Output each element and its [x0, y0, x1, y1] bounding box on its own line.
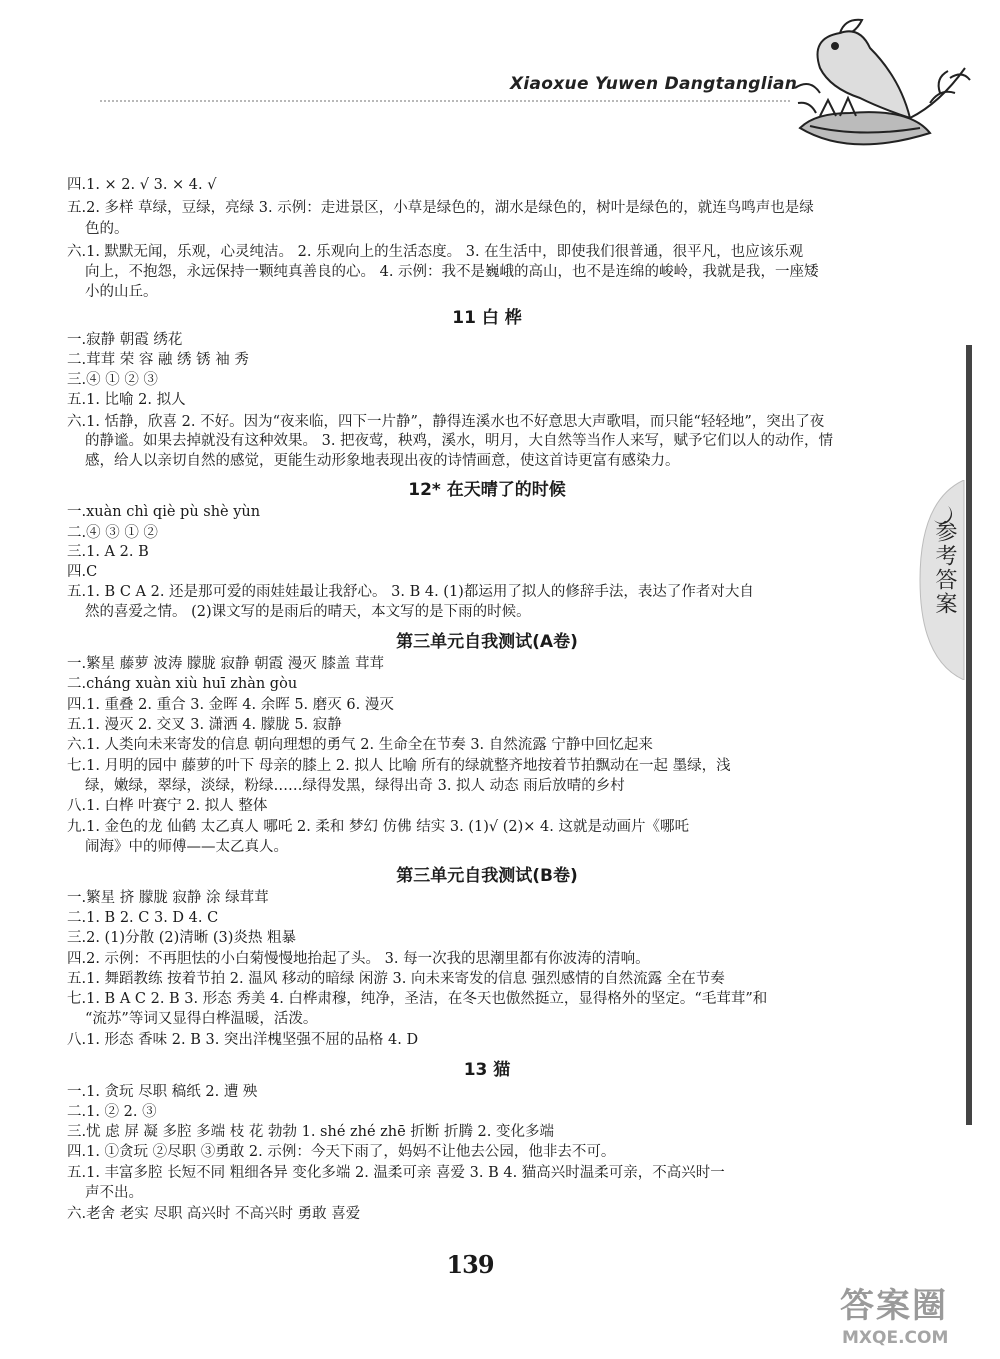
answer-line: 绿，嫩绿，翠绿，淡绿，粉绿……绿得发黑，绿得出奇 3. 拟人 动态 雨后放晴的乡村	[85, 778, 625, 794]
answer-line: 二.1. B 2. C 3. D 4. C	[67, 910, 219, 926]
watermark-url: MXQE.COM	[842, 1328, 949, 1348]
answer-line: 二.茸茸 荣 容 融 绣 锈 袖 秀	[67, 352, 249, 368]
answer-line: 二.④ ③ ① ②	[67, 525, 158, 541]
answer-line: 六.1. 默默无闻，乐观，心灵纯洁。 2. 乐观向上的生活态度。 3. 在生活中，即使我们很普通，很平凡，也应该乐观	[67, 244, 804, 260]
section-heading: 第三单元自我测试(A卷)	[396, 632, 578, 652]
answer-line: 七.1. 月明的园中 藤萝的叶下 母亲的膝上 2. 拟人 比喻 所有的绿就整齐地按着节拍飘动在一起 墨绿，浅	[67, 758, 731, 774]
answer-line: 七.1. B A C 2. B 3. 形态 秀美 4. 白桦肃穆，纯净，圣洁，在冬天也傲然挺立，显得格外的坚定。“毛茸茸”和	[67, 991, 768, 1007]
answer-line: 五.1. 比喻 2. 拟人	[67, 392, 186, 408]
answer-line: 五.2. 多样 草绿，豆绿，亮绿 3. 示例：走进景区，小草是绿色的，湖水是绿色的，树叶是绿色的，就连鸟鸣声也是绿	[67, 200, 814, 216]
answer-line: 三.忧 虑 屏 凝 多腔 多端 枝 花 勃勃 1. shé zhé zhē 折断 折腾 2. 变化多端	[67, 1124, 555, 1140]
section-heading: 第三单元自我测试(B卷)	[396, 866, 578, 886]
section-heading: 13 猫	[463, 1060, 511, 1080]
answer-line: 一.繁星 挤 朦胧 寂静 涂 绿茸茸	[67, 890, 269, 906]
answer-line: 六.1. 人类向未来寄发的信息 朝向理想的勇气 2. 生命全在节奏 3. 自然流露 宁静中回忆起来	[67, 737, 653, 753]
answer-line: 五.1. 丰富多腔 长短不同 粗细各异 变化多端 2. 温柔可亲 喜爱 3. B 4. 猫高兴时温柔可亲，不高兴时一	[67, 1165, 725, 1181]
answer-line: 九.1. 金色的龙 仙鹤 太乙真人 哪吒 2. 柔和 梦幻 仿佛 结实 3. (1)√ (2)× 4. 这就是动画片《哪吒	[67, 819, 689, 835]
answer-line: 然的喜爱之情。 (2)课文写的是雨后的晴天，本文写的是下雨的时候。	[85, 604, 531, 620]
answer-line: 六.1. 恬静，欣喜 2. 不好。因为“夜来临，四下一片静”，静得连溪水也不好意思大声歌唱，而只能“轻轻地”，突出了夜	[67, 414, 825, 430]
watermark-logo: 答案圈	[840, 1286, 948, 1326]
answer-line: 三.2. (1)分散 (2)清晰 (3)炎热 粗暴	[67, 930, 296, 946]
answer-line: 四.C	[67, 564, 98, 580]
answer-line: 色的。	[85, 221, 129, 237]
section-heading: 12* 在天晴了的时候	[408, 480, 566, 500]
answer-line: 声不出。	[85, 1185, 143, 1201]
answer-line: 三.④ ① ② ③	[67, 372, 158, 388]
answer-line: 的静谧。如果去掉就没有这种效果。 3. 把夜莺，秧鸡，溪水，明月，大自然等当作人来写，赋予它们以人的动作，情	[85, 433, 834, 449]
answer-line: 一.xuàn chì qiè pù shè yùn	[67, 504, 261, 520]
answer-line: 向上，不抱怨，永远保持一颗纯真善良的心。 4. 示例：我不是巍峨的高山，也不是连绵的峻岭，我就是我，一座矮	[85, 264, 819, 280]
answer-line: 八.1. 形态 香味 2. B 3. 突出洋槐坚强不屈的品格 4. D	[67, 1032, 419, 1048]
answer-line: 二.1. ② 2. ③	[67, 1104, 157, 1120]
page-number: 139	[446, 1250, 494, 1279]
answer-line: 小的山丘。	[85, 284, 158, 300]
answer-line: 四.2. 示例：不再胆怯的小白菊慢慢地抬起了头。 3. 每一次我的思潮里都有你波涛的清响。	[67, 951, 650, 967]
answer-line: 六.老舍 老实 尽职 高兴时 不高兴时 勇敢 喜爱	[67, 1206, 361, 1222]
answer-line: 一.繁星 藤萝 波涛 朦胧 寂静 朝霞 漫灭 膝盖 茸茸	[67, 656, 384, 672]
answer-line: 三.1. A 2. B	[67, 544, 149, 560]
header-title: Xiaoxue Yuwen Dangtanglian	[510, 74, 798, 94]
bird-nest-illustration	[790, 8, 975, 158]
section-heading: 11 白 桦	[452, 308, 522, 328]
answer-line: 一.寂静 朝霞 绣花	[67, 332, 183, 348]
answer-line: 五.1. 舞蹈教练 按着节拍 2. 温风 移动的暗绿 闲游 3. 向未来寄发的信息 强烈感情的自然流露 全在节奏	[67, 971, 725, 987]
answer-line: “流苏”等词又显得白桦温暖，活泼。	[85, 1011, 318, 1027]
header-divider	[100, 100, 790, 102]
side-bar	[966, 345, 972, 1125]
answer-line: 五.1. B C A 2. 还是那可爱的雨娃娃最让我舒心。 3. B 4. (1)都运用了拟人的修辞手法，表达了作者对大自	[67, 584, 754, 600]
answer-line: 四.1. 重叠 2. 重合 3. 金晖 4. 余晖 5. 磨灭 6. 漫灭	[67, 697, 394, 713]
answer-line: 四.1. ①贪玩 ②尽职 ③勇敢 2. 示例：今天下雨了，妈妈不让他去公园，他非去不可。	[67, 1144, 616, 1160]
answer-line: 八.1. 白桦 叶赛宁 2. 拟人 整体	[67, 798, 268, 814]
answer-line: 四.1. × 2. √ 3. × 4. √	[67, 177, 217, 193]
answer-line: 二.cháng xuàn xiù huī zhàn gòu	[67, 676, 298, 692]
side-tab-label: 参考答案	[932, 520, 957, 616]
answer-line: 感，给人以亲切自然的感觉，更能生动形象地表现出夜的诗情画意，使这首诗更富有感染力。	[85, 453, 680, 469]
answer-line: 一.1. 贪玩 尽职 稿纸 2. 遭 殃	[67, 1084, 258, 1100]
answer-line: 闹海》中的师傅——太乙真人。	[85, 839, 288, 855]
answer-line: 五.1. 漫灭 2. 交叉 3. 潇洒 4. 朦胧 5. 寂静	[67, 717, 342, 733]
